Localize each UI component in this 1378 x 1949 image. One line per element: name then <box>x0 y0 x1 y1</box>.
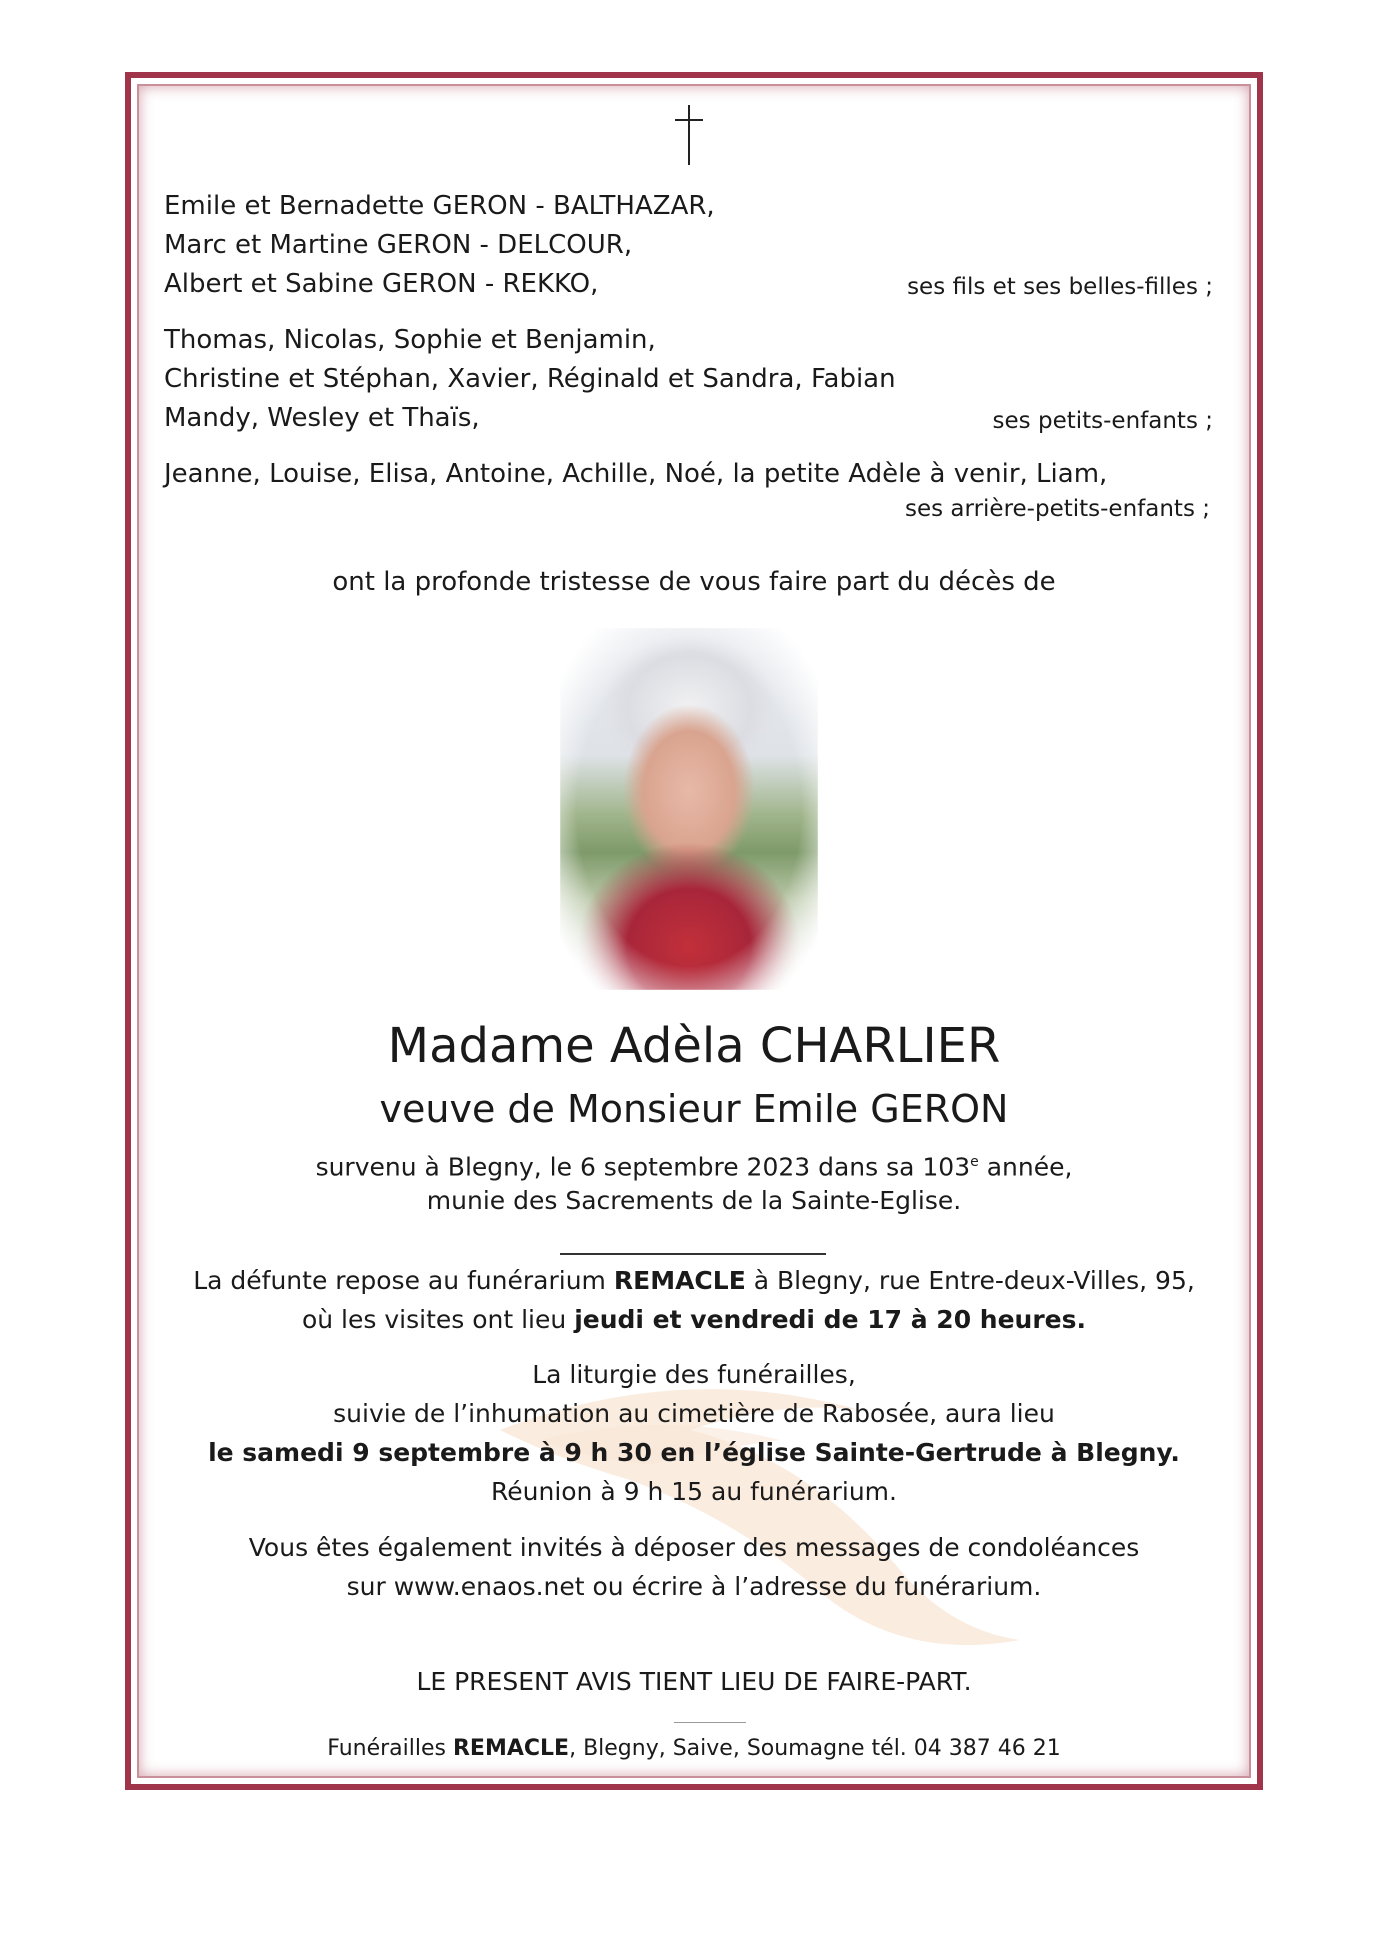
section-divider <box>560 1253 826 1255</box>
great-grandchildren-line: Jeanne, Louise, Elisa, Antoine, Achille, Noé, la petite Adèle à venir, Liam, <box>164 459 1108 489</box>
grandchildren-line-2: Christine et Stéphan, Xavier, Réginald et Sandra, Fabian <box>164 364 896 394</box>
funeral-line-2: suivie de l’inhumation au cimetière de Rabosée, aura lieu <box>333 1399 1055 1428</box>
announcement-text: ont la profonde tristesse de vous faire part du décès de <box>332 567 1056 597</box>
notice-text: LE PRESENT AVIS TIENT LIEU DE FAIRE-PART. <box>416 1667 972 1696</box>
condolences-line-1: Vous êtes également invités à déposer des messages de condoléances <box>248 1533 1140 1562</box>
funeral-home-name: REMACLE <box>613 1266 746 1295</box>
footer-suffix: , Blegny, Saive, Soumagne tél. 04 387 46 21 <box>569 1736 1061 1761</box>
funeral-line-3: le samedi 9 septembre à 9 h 30 en l’église Sainte-Gertrude à Blegny. <box>208 1438 1180 1467</box>
children-line-2: Marc et Martine GERON - DELCOUR, <box>164 230 633 260</box>
footer-company: REMACLE <box>452 1736 570 1761</box>
visitation-line-2 <box>125 1304 1263 1336</box>
grandchildren-relation: ses petits-enfants ; <box>992 408 1213 434</box>
great-grandchildren-relation: ses arrière-petits-enfants ; <box>905 496 1210 522</box>
funeral-line-4: Réunion à 9 h 15 au funérarium. <box>491 1477 897 1506</box>
children-line-3: Albert et Sabine GERON - REKKO, <box>164 269 599 299</box>
portrait-photo <box>560 628 818 990</box>
grandchildren-line-3: Mandy, Wesley et Thaïs, <box>164 403 480 433</box>
cross-icon <box>672 103 706 167</box>
visitation-line-1c: à Blegny, rue Entre-deux-Villes, 95, <box>745 1266 1195 1295</box>
children-line-1: Emile et Bernadette GERON - BALTHAZAR, <box>164 191 715 221</box>
deceased-name: Madame Adèla CHARLIER <box>387 1018 1001 1074</box>
funeral-line-1: La liturgie des funérailles, <box>532 1360 856 1389</box>
footer-line <box>125 1734 1263 1764</box>
visitation-line-2a: où les visites ont lieu <box>301 1305 575 1334</box>
sacraments-line: munie des Sacrements de la Sainte-Eglise. <box>426 1186 962 1215</box>
death-details-suffix: année, <box>978 1152 1073 1182</box>
footer-prefix: Funérailles <box>327 1736 453 1761</box>
footer-divider <box>674 1722 746 1723</box>
death-details-sup: e <box>970 1154 979 1170</box>
widow-line: veuve de Monsieur Emile GERON <box>379 1087 1009 1131</box>
visitation-hours: jeudi et vendredi de 17 à 20 heures. <box>574 1305 1087 1334</box>
death-details <box>125 1146 1263 1183</box>
visitation-line-1a: La défunte repose au funérarium <box>193 1266 614 1295</box>
grandchildren-line-1: Thomas, Nicolas, Sophie et Benjamin, <box>164 325 656 355</box>
visitation-line-1 <box>125 1265 1263 1297</box>
death-details-prefix: survenu à Blegny, le 6 septembre 2023 dans sa 103 <box>315 1152 971 1182</box>
children-relation: ses fils et ses belles-filles ; <box>907 274 1213 300</box>
condolences-line-2: sur www.enaos.net ou écrire à l’adresse du funérarium. <box>346 1572 1042 1601</box>
